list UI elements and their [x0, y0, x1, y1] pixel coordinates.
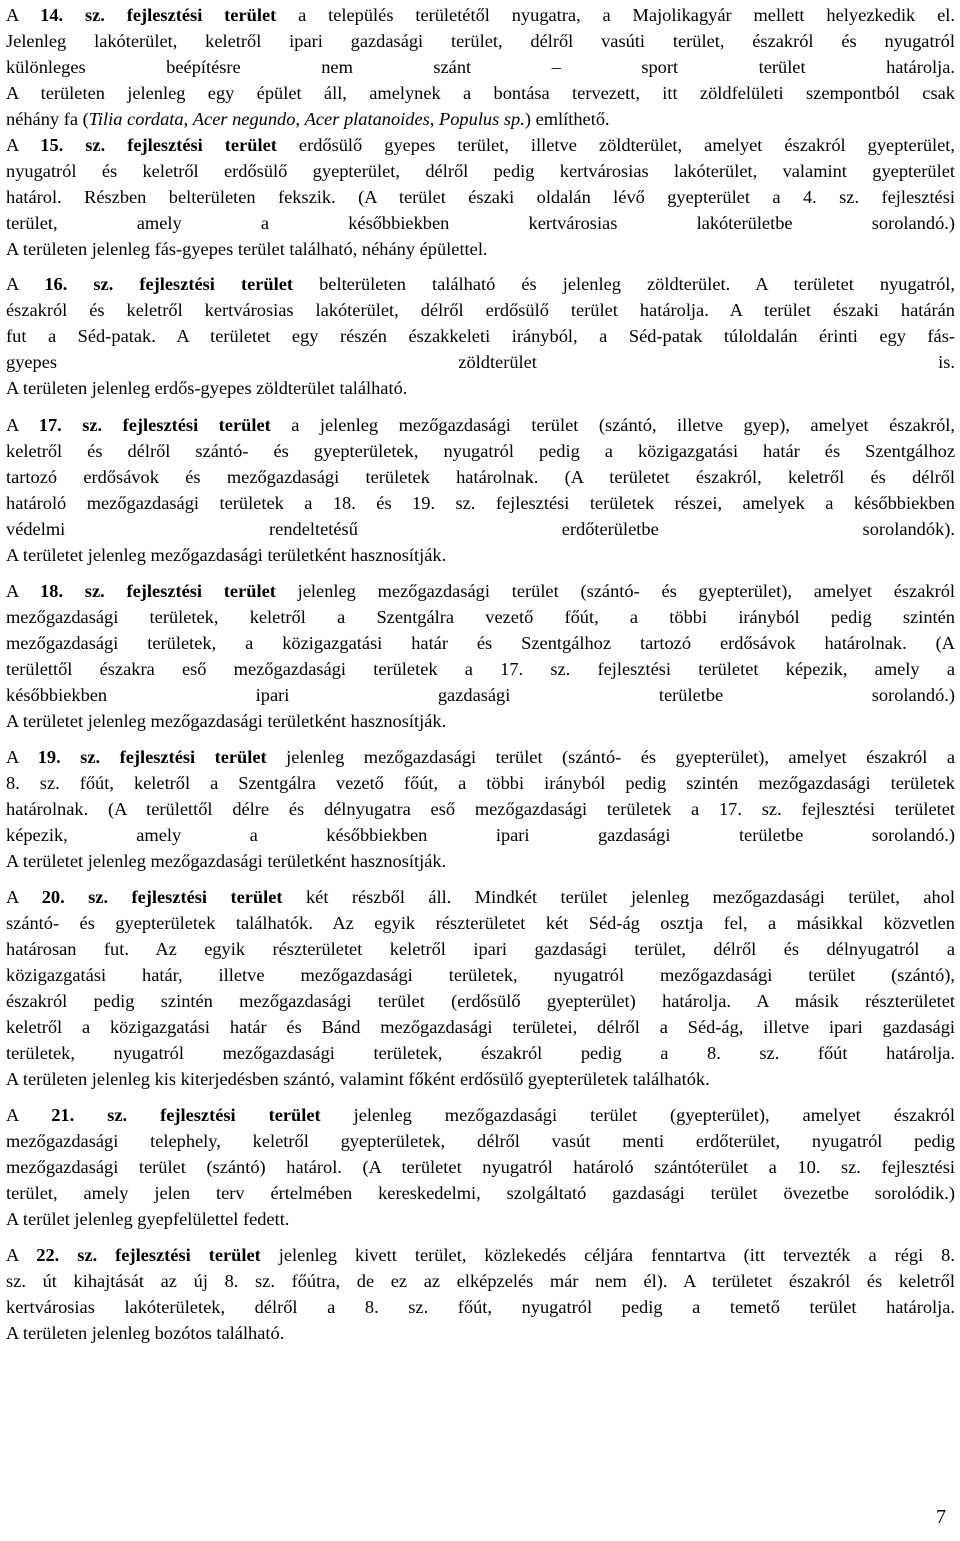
- text-line: A területen jelenleg egy épület áll, amelynek a bontása tervezett, itt zöldfelületi szempontból csak: [6, 83, 955, 103]
- text-line: A területen jelenleg bozótos található.: [6, 1323, 285, 1343]
- text-line: határol. Részben belterületen fekszik. (A terület északi oldalán lévő gyepterület a 4. sz. fejlesztési: [6, 187, 955, 207]
- species-name: Acer negundo: [192, 109, 296, 129]
- text-line: A 16. sz. fejlesztési terület belterületen található és jelenleg zöldterület. A területet nyugatról,: [6, 274, 955, 294]
- bold-heading: 15. sz. fejlesztési terület: [40, 135, 277, 155]
- bold-heading: 22. sz. fejlesztési terület: [36, 1245, 261, 1265]
- text-line: A 17. sz. fejlesztési terület a jelenleg mezőgazdasági terület (szántó, illetve gyep), amelyet északról,: [6, 415, 955, 435]
- text-line: nyugatról és keletről erdősülő gyepterület, délről pedig kertvárosias lakóterület, valamint gyepterület: [6, 161, 955, 181]
- species-name: Acer platanoides: [304, 109, 430, 129]
- text-line: sz. út kihajtását az új 8. sz. főútra, de ez az elképzelés már nem él). A területet északról és keletről: [6, 1271, 955, 1291]
- paragraph-area-14: [6, 2, 955, 132]
- bold-heading: 19. sz. fejlesztési terület: [37, 747, 267, 767]
- text-line: A 19. sz. fejlesztési terület jelenleg mezőgazdasági terület (szántó- és gyepterület), amelyet északról a: [6, 747, 955, 767]
- text-line: mezőgazdasági területek, a közigazgatási határ és Szentgálhoz tartozó erdősávok határolnak. (A: [6, 633, 955, 653]
- text-line: gyepes zöldterület is.: [6, 352, 955, 372]
- document-page: [6, 2, 955, 1346]
- text-line: A területen jelenleg fás-gyepes terület található, néhány épülettel.: [6, 239, 488, 259]
- text-line: tartozó erdősávok és mezőgazdasági területek határolnak. (A területet északról, keletről és délről: [6, 467, 955, 487]
- text-line: képezik, amely a későbbiekben ipari gazdasági területbe sorolandó.): [6, 825, 955, 845]
- text-line: keletről és délről szántó- és gyepterületek, nyugatról pedig a közigazgatási határ és Szentgálhoz: [6, 441, 955, 461]
- text-line: határoló mezőgazdasági területek a 18. és 19. sz. fejlesztési területek részei, amelyek a későbbiekben: [6, 493, 955, 513]
- paragraph-area-15: [6, 132, 955, 262]
- text-line: északról és keletről kertvárosias lakóterület, délről erdősülő terület határolja. A terület északi határán: [6, 300, 955, 320]
- paragraph-area-16: [6, 271, 955, 401]
- text-line: A terület jelenleg gyepfelülettel fedett.: [6, 1209, 290, 1229]
- species-name: Tilia cordata: [88, 109, 184, 129]
- text-line: keletről a közigazgatási határ és Bánd mezőgazdasági területei, délről a Séd-ág, illetve ipari gazdasági: [6, 1017, 955, 1037]
- page-number: 7: [936, 1506, 946, 1528]
- text-line: terület, amely a későbbiekben kertvárosias lakóterületbe sorolandó.): [6, 213, 955, 233]
- text-line: A 18. sz. fejlesztési terület jelenleg mezőgazdasági terület (szántó- és gyepterület), amelyet északról: [6, 581, 955, 601]
- bold-heading: 18. sz. fejlesztési terület: [40, 581, 276, 601]
- text-line: védelmi rendeltetésű erdőterületbe sorolandók).: [6, 519, 955, 539]
- text-line: A 15. sz. fejlesztési terület erdősülő gyepes terület, illetve zöldterület, amelyet északról gyepterület,: [6, 135, 955, 155]
- paragraph-area-21: [6, 1102, 955, 1232]
- text-line: A 20. sz. fejlesztési terület két részből áll. Mindkét terület jelenleg mezőgazdasági terület, ahol: [6, 887, 955, 907]
- text-line: területek, nyugatról mezőgazdasági területek, északról pedig a 8. sz. főút határolja.: [6, 1043, 955, 1063]
- paragraph-area-18: [6, 578, 955, 734]
- paragraph-area-20: [6, 884, 955, 1092]
- paragraph-area-17: [6, 412, 955, 568]
- bold-heading: 20. sz. fejlesztési terület: [41, 887, 283, 907]
- paragraph-area-22: [6, 1242, 955, 1346]
- paragraph-area-19: [6, 744, 955, 874]
- text-line: kertvárosias lakóterületek, délről a 8. sz. főút, nyugatról pedig a temető terület határolja.: [6, 1297, 955, 1317]
- text-line: terület, amely jelen terv értelmében kereskedelmi, szolgáltató gazdasági terület övezetbe sorolódik.): [6, 1183, 955, 1203]
- bold-heading: 16. sz. fejlesztési terület: [44, 274, 294, 294]
- text-line: mezőgazdasági terület (szántó) határol. (A területet nyugatról határoló szántóterület a 10. sz. fejlesztési: [6, 1157, 955, 1177]
- text-line: A 22. sz. fejlesztési terület jelenleg kivett terület, közlekedés céljára fenntartva (itt tervezték a régi 8.: [6, 1245, 955, 1265]
- text-line: A 21. sz. fejlesztési terület jelenleg mezőgazdasági terület (gyepterület), amelyet északról: [6, 1105, 955, 1125]
- text-line: különleges beépítésre nem szánt – sport terület határolja.: [6, 57, 955, 77]
- text-line: A területet jelenleg mezőgazdasági területként hasznosítják.: [6, 851, 447, 871]
- bold-heading: 21. sz. fejlesztési terület: [51, 1105, 321, 1125]
- text-line: mezőgazdasági telephely, keletről gyepterületek, délről vasút menti erdőterület, nyugatról pedig: [6, 1131, 955, 1151]
- bold-heading: 14. sz. fejlesztési terület: [40, 5, 277, 25]
- text-line: fut a Séd-patak. A területet egy részén északkeleti irányból, a Séd-patak túloldalán érinti egy fás-: [6, 326, 955, 346]
- text-line: A 14. sz. fejlesztési terület a település területétől nyugatra, a Majolikagyár mellett helyezkedik el.: [6, 5, 955, 25]
- text-line: A területet jelenleg mezőgazdasági területként hasznosítják.: [6, 711, 447, 731]
- text-line: határolnak. (A területtől délre és délnyugatra eső mezőgazdasági területek a 17. sz. fejlesztési területet: [6, 799, 955, 819]
- text-line: mezőgazdasági területek, keletről a Szentgálra vezető főút, a többi irányból pedig szintén: [6, 607, 955, 627]
- text-line: határosan fut. Az egyik részterületet keletről ipari gazdasági terület, délről és délnyugatról a: [6, 939, 955, 959]
- text-line: szántó- és gyepterületek találhatók. Az egyik részterületet két Séd-ág osztja fel, a másikkal közvetlen: [6, 913, 955, 933]
- text-line: északról pedig szintén mezőgazdasági terület (erdősülő gyepterület) határolja. A másik részterületet: [6, 991, 955, 1011]
- text-line: A területen jelenleg kis kiterjedésben szántó, valamint főként erdősülő gyepterületek találhatók.: [6, 1069, 710, 1089]
- bold-heading: 17. sz. fejlesztési terület: [38, 415, 271, 435]
- species-name: Populus sp.: [439, 109, 525, 129]
- text-line: 8. sz. főút, keletről a Szentgálra vezető főút, a többi irányból pedig szintén mezőgazdasági területek: [6, 773, 955, 793]
- text-line: későbbiekben ipari gazdasági területbe sorolandó.): [6, 685, 955, 705]
- text-line: közigazgatási határ, illetve mezőgazdasági területek, nyugatról mezőgazdasági terület (szántó),: [6, 965, 955, 985]
- text-line: A területen jelenleg erdős-gyepes zöldterület található.: [6, 378, 408, 398]
- text-line: területtől északra eső mezőgazdasági területek a 17. sz. fejlesztési területet képezik, amely a: [6, 659, 955, 679]
- text-line: A területet jelenleg mezőgazdasági területként hasznosítják.: [6, 545, 447, 565]
- text-line: néhány fa (Tilia cordata, Acer negundo, Acer platanoides, Populus sp.) említhető.: [6, 109, 610, 129]
- text-line: Jelenleg lakóterület, keletről ipari gazdasági terület, délről vasúti terület, északról és nyugatról: [6, 31, 955, 51]
